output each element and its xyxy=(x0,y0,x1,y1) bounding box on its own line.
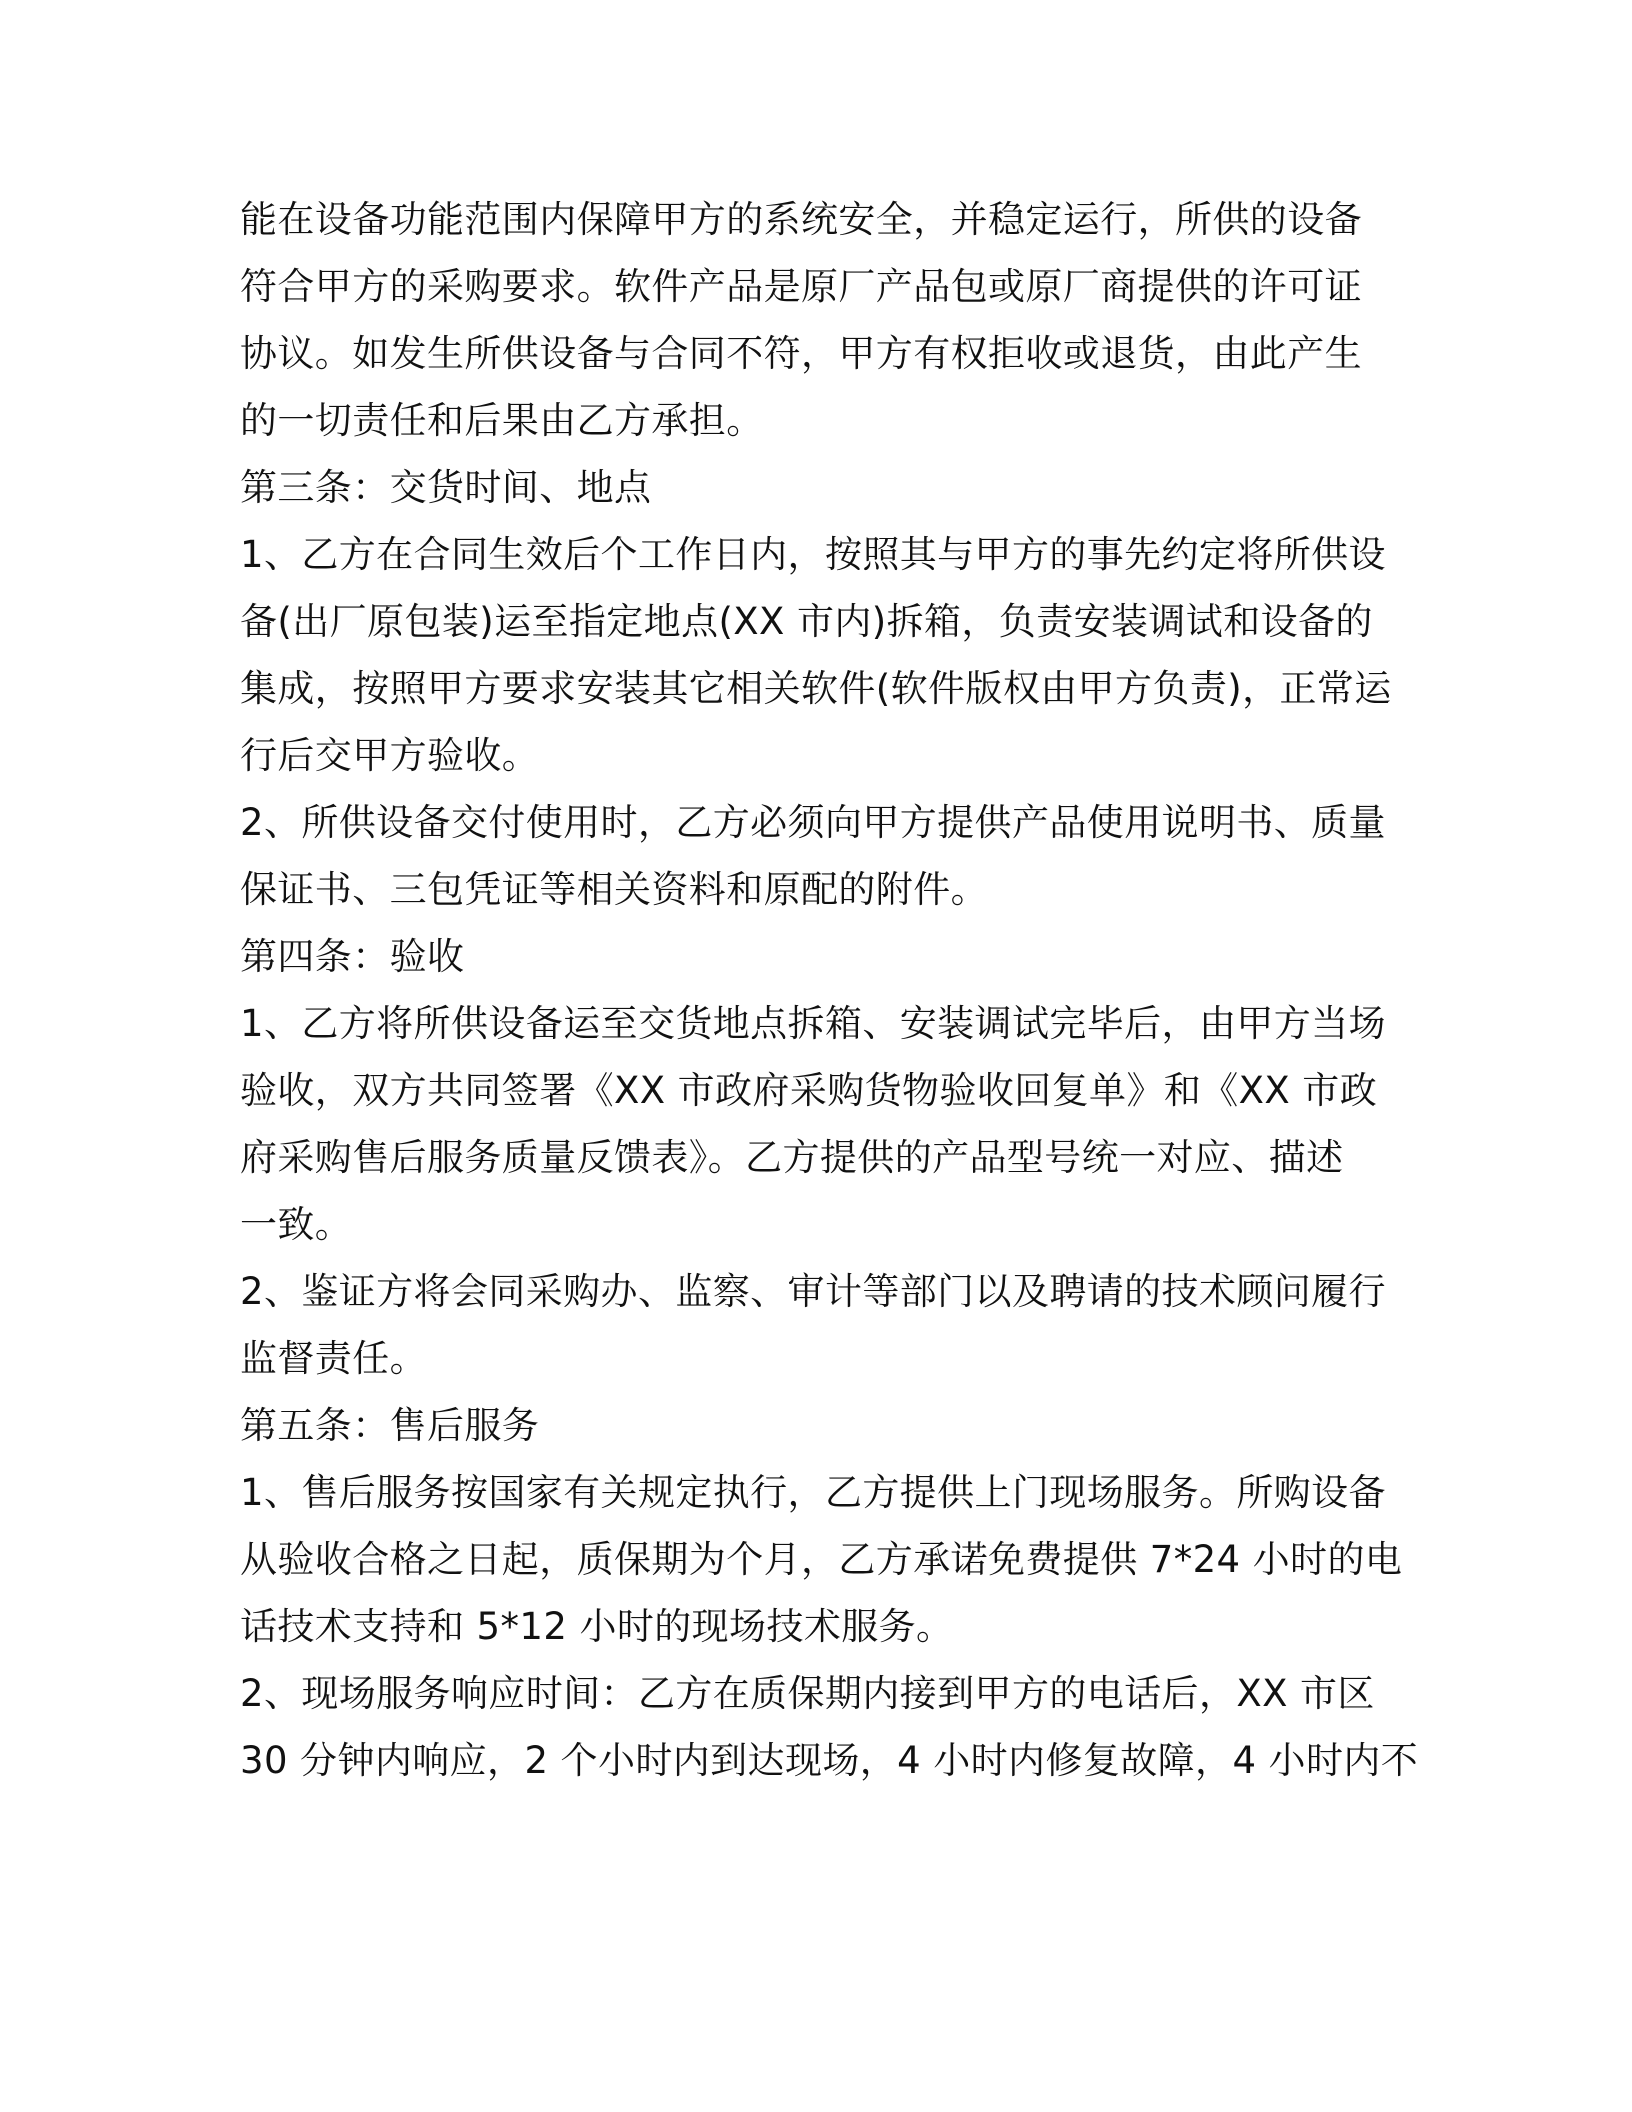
section-heading-article-3: 第三条：交货时间、地点 xyxy=(240,466,652,509)
text-line: 1、乙方在合同生效后个工作日内，按照其与甲方的事先约定将所供设 xyxy=(240,533,1386,576)
text-line: 1、乙方将所供设备运至交货地点拆箱、安装调试完毕后，由甲方当场 xyxy=(240,1002,1386,1045)
section-heading-article-4: 第四条：验收 xyxy=(240,935,465,978)
text-line: 能在设备功能范围内保障甲方的系统安全，并稳定运行，所供的设备 xyxy=(240,198,1362,241)
contract-text-body xyxy=(240,186,1419,1794)
text-line: 验收，双方共同签署《XX 市政府采购货物验收回复单》和《XX 市政 xyxy=(240,1069,1378,1112)
text-line: 从验收合格之日起，质保期为个月，乙方承诺免费提供 7*24 小时的电 xyxy=(240,1538,1403,1581)
text-line: 30 分钟内响应，2 个小时内到达现场，4 小时内修复故障，4 小时内不 xyxy=(240,1739,1419,1782)
text-line: 一致。 xyxy=(240,1203,353,1246)
text-line: 2、鉴证方将会同采购办、监察、审计等部门以及聘请的技术顾问履行 xyxy=(240,1270,1386,1313)
text-line: 2、所供设备交付使用时，乙方必须向甲方提供产品使用说明书、质量 xyxy=(240,801,1386,844)
text-line: 府采购售后服务质量反馈表》。乙方提供的产品型号统一对应、描述 xyxy=(240,1136,1344,1179)
section-heading-article-5: 第五条：售后服务 xyxy=(240,1404,540,1447)
text-line: 协议。如发生所供设备与合同不符，甲方有权拒收或退货，由此产生 xyxy=(240,332,1362,375)
text-line: 备(出厂原包装)运至指定地点(XX 市内)拆箱，负责安装调试和设备的 xyxy=(240,600,1373,643)
text-line: 保证书、三包凭证等相关资料和原配的附件。 xyxy=(240,868,988,911)
text-line: 的一切责任和后果由乙方承担。 xyxy=(240,399,764,442)
text-line: 话技术支持和 5*12 小时的现场技术服务。 xyxy=(240,1605,954,1648)
text-line: 集成，按照甲方要求安装其它相关软件(软件版权由甲方负责)，正常运 xyxy=(240,667,1392,710)
text-line: 符合甲方的采购要求。软件产品是原厂产品包或原厂商提供的许可证 xyxy=(240,265,1362,308)
text-line: 1、售后服务按国家有关规定执行，乙方提供上门现场服务。所购设备 xyxy=(240,1471,1386,1514)
text-line: 2、现场服务响应时间：乙方在质保期内接到甲方的电话后，XX 市区 xyxy=(240,1672,1375,1715)
text-line: 行后交甲方验收。 xyxy=(240,734,540,777)
text-line: 监督责任。 xyxy=(240,1337,427,1380)
